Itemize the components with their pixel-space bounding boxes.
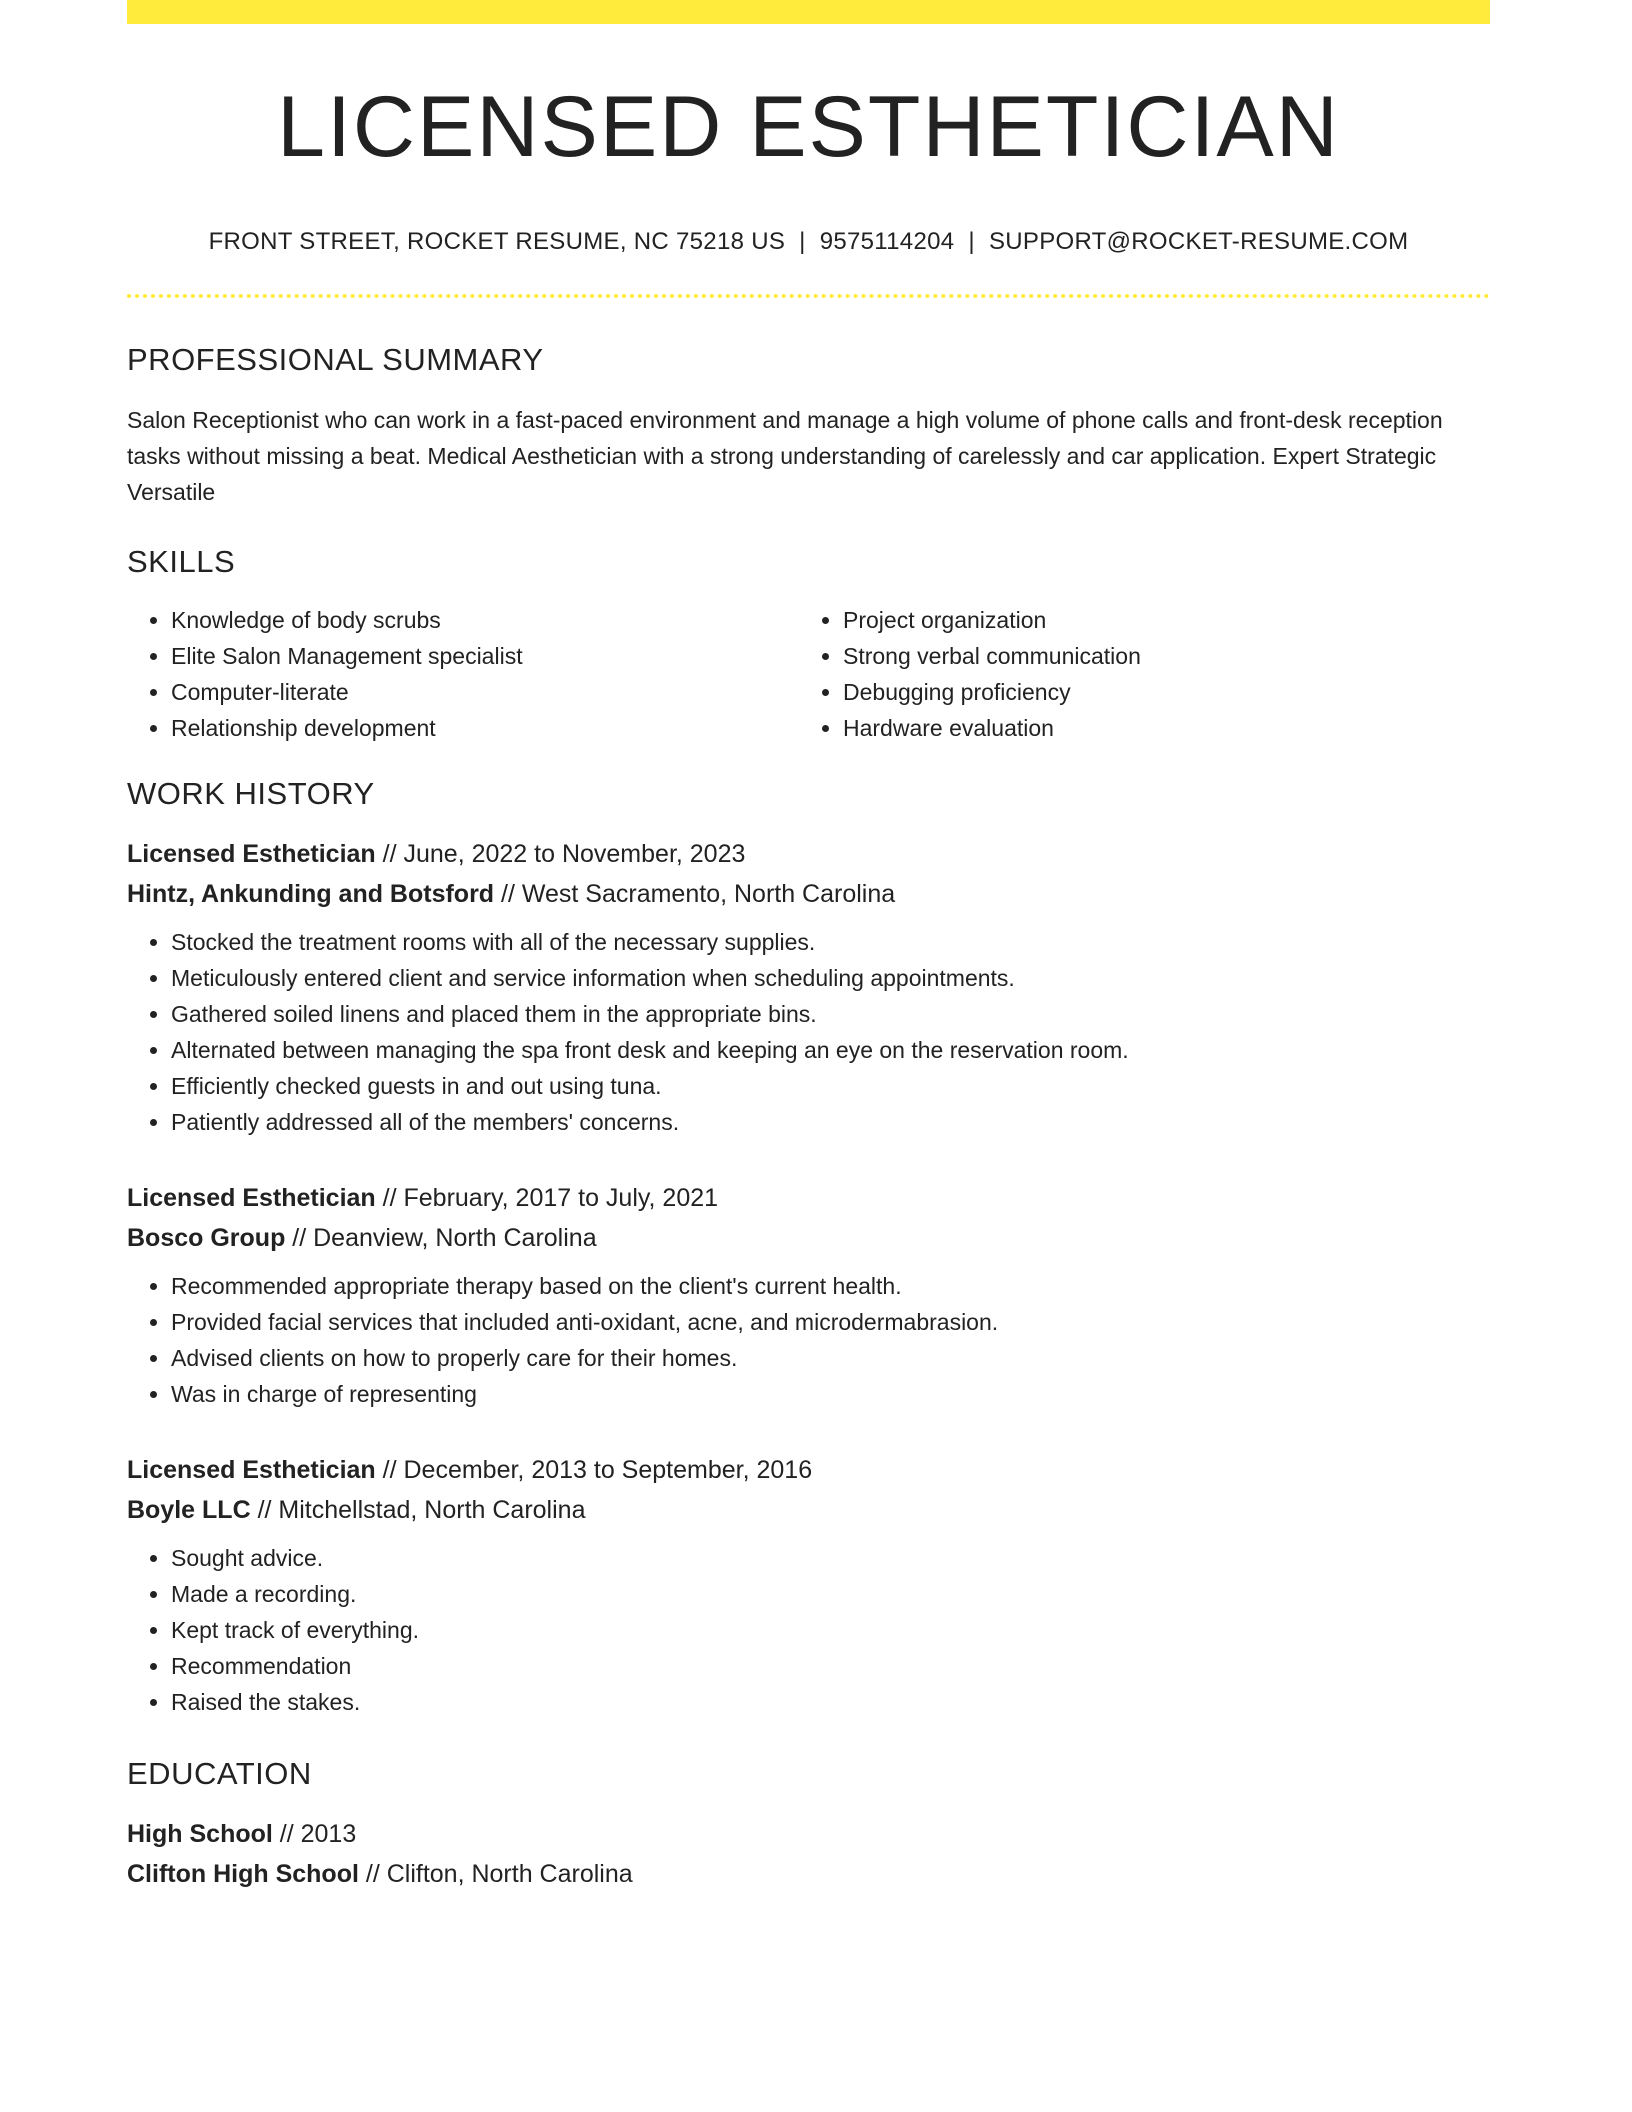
job-entry xyxy=(127,1178,1490,1412)
education-school: Clifton High School xyxy=(127,1860,359,1889)
skills-column-right xyxy=(799,602,1471,746)
job-company: Bosco Group xyxy=(127,1224,286,1253)
job-bullet: • Meticulously entered client and service information when scheduling appointments. xyxy=(171,960,1490,996)
job-role: Licensed Esthetician xyxy=(127,1184,376,1213)
job-dates: // December, 2013 to September, 2016 xyxy=(375,1456,813,1485)
job-location: // West Sacramento, North Carolina xyxy=(494,880,896,909)
dotted-divider xyxy=(127,294,1490,298)
job-bullet: • Recommendation xyxy=(171,1648,1490,1684)
skill-item: • Project organization xyxy=(843,602,1471,638)
skills-column-left xyxy=(127,602,799,746)
job-bullet: • Alternated between managing the spa front desk and keeping an eye on the reservation room. xyxy=(171,1032,1490,1068)
job-bullets xyxy=(127,1540,1490,1720)
contact-separator: | xyxy=(799,228,806,256)
skill-item: • Relationship development xyxy=(171,710,799,746)
job-title-line xyxy=(127,1178,1490,1218)
job-company-line xyxy=(127,1490,1490,1530)
skill-item: • Strong verbal communication xyxy=(843,638,1471,674)
job-role: Licensed Esthetician xyxy=(127,840,376,869)
skills-heading: SKILLS xyxy=(127,544,236,580)
job-role: Licensed Esthetician xyxy=(127,1456,376,1485)
job-bullets xyxy=(127,1268,1490,1412)
summary-heading: PROFESSIONAL SUMMARY xyxy=(127,342,544,378)
job-company-line xyxy=(127,874,1490,914)
summary-text: Salon Receptionist who can work in a fast-paced environment and manage a high volume of phone calls and front-desk reception tasks without missing a beat. Medical Aesthetician with a strong understanding of carelessly and car application. Expert Strategic Versatile xyxy=(127,407,1443,506)
education-entry xyxy=(127,1814,1490,1894)
job-title-line xyxy=(127,834,1490,874)
job-bullet: • Stocked the treatment rooms with all of the necessary supplies. xyxy=(171,924,1490,960)
phone-number: 9575114204 xyxy=(819,228,955,256)
email-address: SUPPORT@ROCKET-RESUME.COM xyxy=(988,228,1409,256)
job-bullet: • Was in charge of representing xyxy=(171,1376,1490,1412)
education-year: // 2013 xyxy=(272,1820,357,1849)
job-company: Hintz, Ankunding and Botsford xyxy=(127,880,495,909)
job-bullet: • Gathered soiled linens and placed them in the appropriate bins. xyxy=(171,996,1490,1032)
job-bullet: • Advised clients on how to properly care for their homes. xyxy=(171,1340,1490,1376)
job-company: Boyle LLC xyxy=(127,1496,251,1525)
job-bullet: • Patiently addressed all of the members' concerns. xyxy=(171,1104,1490,1140)
contact-line xyxy=(127,228,1490,256)
job-entry xyxy=(127,1450,1490,1720)
job-bullet: • Made a recording. xyxy=(171,1576,1490,1612)
education-location: // Clifton, North Carolina xyxy=(358,1860,633,1889)
job-bullet: • Raised the stakes. xyxy=(171,1684,1490,1720)
job-bullet: • Provided facial services that included anti-oxidant, acne, and microdermabrasion. xyxy=(171,1304,1490,1340)
education-school-line xyxy=(127,1854,1490,1894)
education-degree-line xyxy=(127,1814,1490,1854)
skill-item: • Debugging proficiency xyxy=(843,674,1471,710)
skill-item: • Hardware evaluation xyxy=(843,710,1471,746)
job-dates: // February, 2017 to July, 2021 xyxy=(375,1184,719,1213)
job-entry xyxy=(127,834,1490,1140)
candidate-name: LICENSED ESTHETICIAN xyxy=(277,79,1340,175)
contact-separator: | xyxy=(968,228,975,256)
skills-grid xyxy=(127,602,1490,746)
education-heading: EDUCATION xyxy=(127,1756,312,1792)
job-bullet: • Efficiently checked guests in and out using tuna. xyxy=(171,1068,1490,1104)
job-location: // Mitchellstad, North Carolina xyxy=(250,1496,586,1525)
job-title-line xyxy=(127,1450,1490,1490)
job-dates: // June, 2022 to November, 2023 xyxy=(375,840,746,869)
skill-item: • Knowledge of body scrubs xyxy=(171,602,799,638)
job-company-line xyxy=(127,1218,1490,1258)
job-bullet: • Kept track of everything. xyxy=(171,1612,1490,1648)
resume-page xyxy=(127,0,1490,1894)
job-bullet: • Recommended appropriate therapy based on the client's current health. xyxy=(171,1268,1490,1304)
accent-top-bar xyxy=(127,0,1490,24)
skill-item: • Computer-literate xyxy=(171,674,799,710)
skill-item: • Elite Salon Management specialist xyxy=(171,638,799,674)
job-location: // Deanview, North Carolina xyxy=(285,1224,597,1253)
address: FRONT STREET, ROCKET RESUME, NC 75218 US xyxy=(208,228,786,256)
education-degree: High School xyxy=(127,1820,273,1849)
job-bullets xyxy=(127,924,1490,1140)
work-history-heading: WORK HISTORY xyxy=(127,776,375,812)
job-bullet: • Sought advice. xyxy=(171,1540,1490,1576)
